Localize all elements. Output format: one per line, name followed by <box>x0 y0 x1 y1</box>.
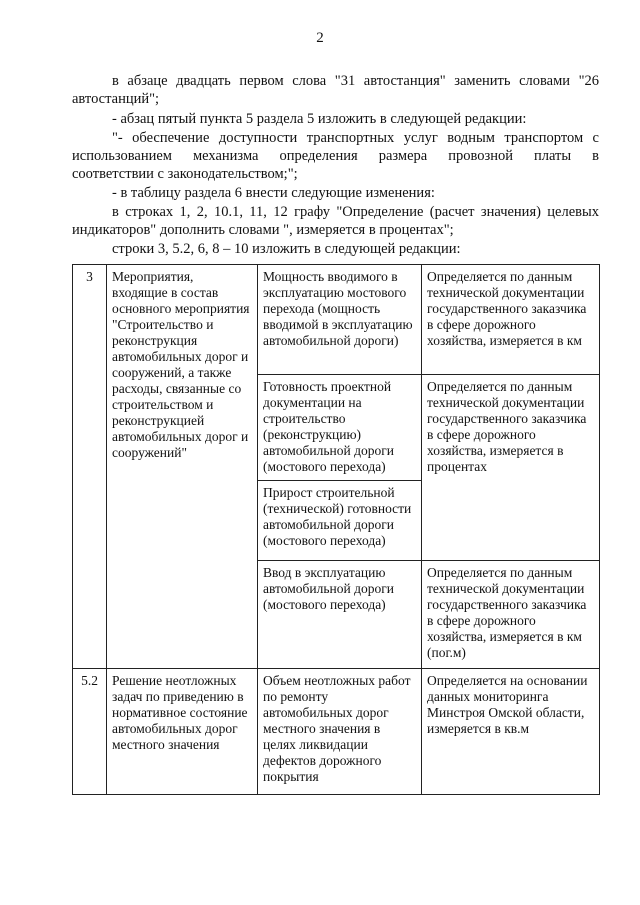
indicator-cell: Мощность вводимого в эксплуатацию мостового перехода (мощность вводимой в эксплуатацию автомобильной дороги) <box>258 265 422 375</box>
paragraph-3-line-2: использованием механизма определения размера провозной платы в <box>72 148 599 164</box>
table-row <box>73 669 600 795</box>
page-number: 2 <box>316 30 324 46</box>
definition-cell: Определяется по данным технической документации государственного заказчика в сфере дорожного хозяйства, измеряется в км (пог.м) <box>422 561 600 669</box>
definition-cell: Определяется на основании данных мониторинга Минстроя Омской области, измеряется в кв.м <box>422 669 600 795</box>
table-row <box>73 265 600 375</box>
paragraph-3-line-1: "- обеспечение доступности транспортных услуг водным транспортом с <box>112 130 599 146</box>
row-number: 5.2 <box>73 669 107 795</box>
indicator-cell: Прирост строительной (технической) готовности автомобильной дороги (мостового перехода) <box>258 481 422 561</box>
indicator-cell: Ввод в эксплуатацию автомобильной дороги (мостового перехода) <box>258 561 422 669</box>
event-cell: Решение неотложных задач по приведению в нормативное состояние автомобильных дорог местного значения <box>107 669 258 795</box>
paragraph-1-line-1: в абзаце двадцать первом слова "31 автостанция" заменить словами "26 <box>112 73 599 89</box>
event-cell: Мероприятия, входящие в состав основного мероприятия "Строительство и реконструкция автомобильных дорог и сооружений, а также расходы, связанные со строительством и реконструкцией автомобильных дорог и сооружений" <box>107 265 258 669</box>
paragraph-5-line-1: в строках 1, 2, 10.1, 11, 12 графу "Определение (расчет значения) целевых <box>112 204 599 220</box>
paragraph-6: строки 3, 5.2, 6, 8 – 10 изложить в следующей редакции: <box>112 241 461 257</box>
indicator-cell: Объем неотложных работ по ремонту автомобильных дорог местного значения в целях ликвидации дефектов дорожного покрытия <box>258 669 422 795</box>
paragraph-2: - абзац пятый пункта 5 раздела 5 изложить в следующей редакции: <box>112 111 527 127</box>
definition-cell: Определяется по данным технической документации государственного заказчика в сфере дорожного хозяйства, измеряется в км <box>422 265 600 375</box>
indicator-cell: Готовность проектной документации на строительство (реконструкцию) автомобильной дороги (мостового перехода) <box>258 375 422 481</box>
definition-cell: Определяется по данным технической документации государственного заказчика в сфере дорожного хозяйства, измеряется в процентах <box>422 375 600 561</box>
paragraph-1-line-2: автостанций"; <box>72 91 160 107</box>
row-number: 3 <box>73 265 107 669</box>
paragraph-3-line-3: соответствии с законодательством;"; <box>72 166 298 182</box>
indicators-table <box>72 264 600 795</box>
paragraph-5-line-2: индикаторов" дополнить словами ", измеряется в процентах"; <box>72 222 454 238</box>
paragraph-4: - в таблицу раздела 6 внести следующие изменения: <box>112 185 435 201</box>
